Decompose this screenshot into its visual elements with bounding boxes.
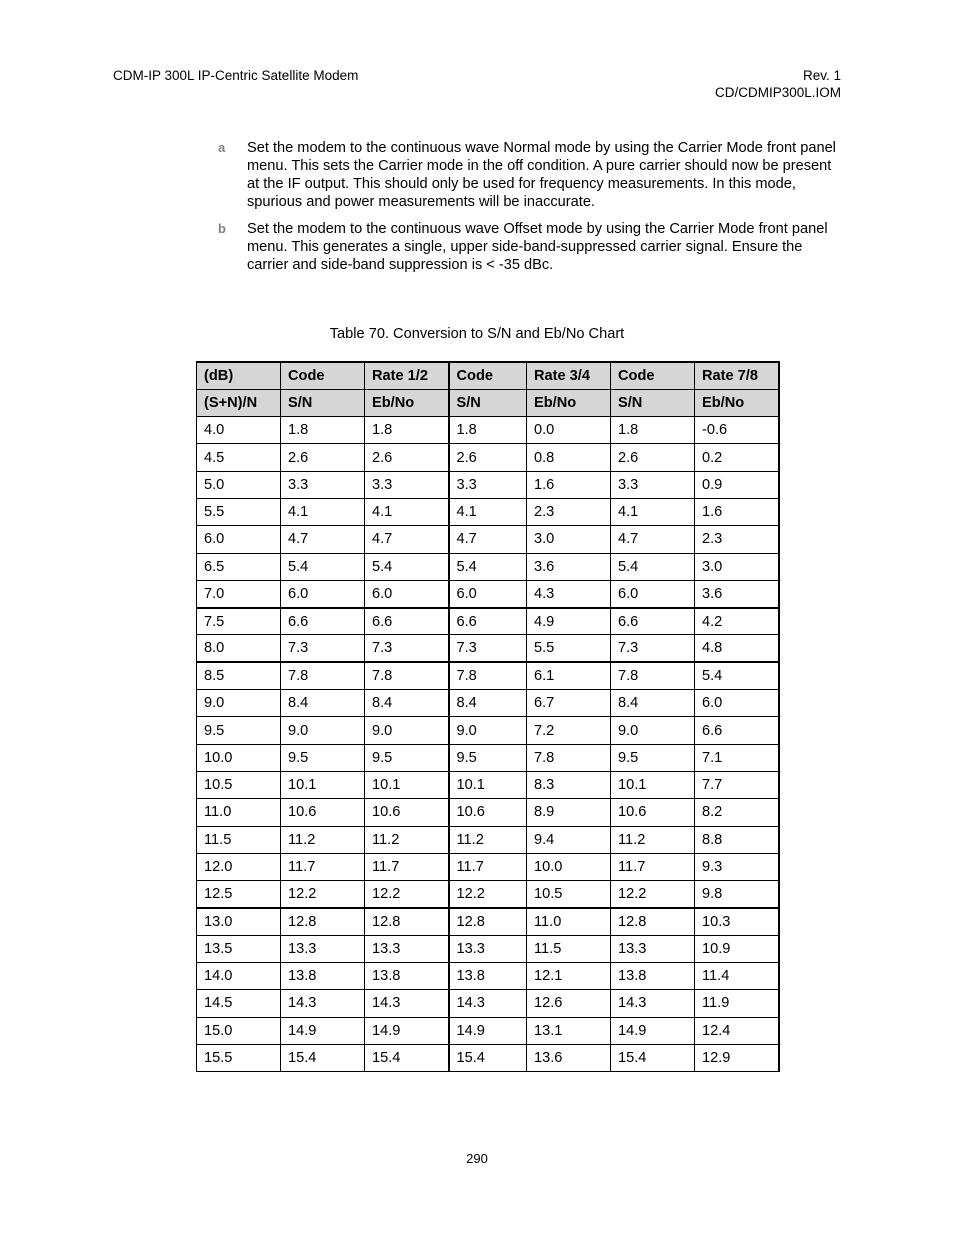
table-cell: 3.3: [281, 471, 365, 498]
table-cell: 2.3: [695, 526, 779, 553]
table-cell: 7.8: [527, 744, 611, 771]
table-cell: Rate 1/2: [365, 362, 449, 389]
table-cell: 8.4: [449, 690, 527, 717]
table-cell: Code: [449, 362, 527, 389]
table-row: [197, 935, 779, 962]
table-cell: 5.4: [281, 553, 365, 580]
table-cell: 7.0: [197, 580, 281, 607]
table-cell: 13.8: [611, 963, 695, 990]
table-cell: 6.7: [527, 690, 611, 717]
table-row: [197, 471, 779, 498]
table-row: [197, 771, 779, 798]
table-cell: 8.0: [197, 635, 281, 662]
table-cell: 7.2: [527, 717, 611, 744]
table-cell: 11.4: [695, 963, 779, 990]
table-cell: 9.5: [365, 744, 449, 771]
table-cell: 10.1: [449, 771, 527, 798]
table-cell: 15.5: [197, 1044, 281, 1071]
table-cell: 8.4: [611, 690, 695, 717]
table-cell: 12.8: [365, 908, 449, 935]
table-cell: Eb/No: [527, 389, 611, 416]
table-row: [197, 908, 779, 935]
table-cell: 1.6: [527, 471, 611, 498]
table-row: [197, 608, 779, 635]
table-cell: 14.9: [281, 1017, 365, 1044]
table-cell: 12.8: [449, 908, 527, 935]
table-cell: Code: [611, 362, 695, 389]
table-cell: 5.4: [449, 553, 527, 580]
table-row: [197, 963, 779, 990]
table-cell: 12.0: [197, 853, 281, 880]
table-cell: Code: [281, 362, 365, 389]
table-cell: 11.2: [449, 826, 527, 853]
table-cell: 8.8: [695, 826, 779, 853]
table-cell: 14.3: [281, 990, 365, 1017]
table-cell: 15.4: [281, 1044, 365, 1071]
table-cell: 6.6: [281, 608, 365, 635]
table-cell: 4.3: [527, 580, 611, 607]
table-cell: 4.7: [281, 526, 365, 553]
table-cell: 10.0: [197, 744, 281, 771]
table-cell: 3.3: [365, 471, 449, 498]
table-cell: 7.1: [695, 744, 779, 771]
table-cell: 2.6: [449, 444, 527, 471]
table-cell: 4.1: [449, 498, 527, 525]
table-cell: 10.1: [611, 771, 695, 798]
table-cell: 11.5: [197, 826, 281, 853]
table-cell: 6.0: [449, 580, 527, 607]
table-cell: 14.9: [365, 1017, 449, 1044]
table-cell: 12.8: [281, 908, 365, 935]
table-row: [197, 744, 779, 771]
table-cell: 3.0: [695, 553, 779, 580]
table-row: [197, 690, 779, 717]
table-cell: 14.9: [449, 1017, 527, 1044]
table-cell: 14.5: [197, 990, 281, 1017]
table-cell: 15.0: [197, 1017, 281, 1044]
table-cell: 6.1: [527, 662, 611, 689]
table-cell: 9.0: [449, 717, 527, 744]
table-cell: 9.5: [449, 744, 527, 771]
table-cell: 6.6: [611, 608, 695, 635]
table-cell: 11.7: [611, 853, 695, 880]
table-row: [197, 717, 779, 744]
table-cell: 9.0: [611, 717, 695, 744]
table-cell: 7.8: [449, 662, 527, 689]
table-cell: 6.0: [197, 526, 281, 553]
table-cell: 6.0: [365, 580, 449, 607]
table-cell: 7.3: [449, 635, 527, 662]
table-cell: 3.0: [527, 526, 611, 553]
table-cell: Rate 3/4: [527, 362, 611, 389]
table-cell: 15.4: [365, 1044, 449, 1071]
table-cell: 10.6: [611, 799, 695, 826]
table-cell: 11.7: [449, 853, 527, 880]
table-cell: 10.6: [365, 799, 449, 826]
table-cell: 1.8: [611, 417, 695, 444]
table-cell: 12.1: [527, 963, 611, 990]
table-cell: 12.6: [527, 990, 611, 1017]
table-cell: 11.0: [527, 908, 611, 935]
table-cell: 10.5: [197, 771, 281, 798]
table-cell: 11.7: [365, 853, 449, 880]
table-cell: S/N: [281, 389, 365, 416]
table-cell: 9.0: [365, 717, 449, 744]
conversion-table: [196, 361, 780, 1072]
table-cell: 2.6: [611, 444, 695, 471]
table-header-row: [197, 389, 779, 416]
step-letter: a: [218, 140, 226, 155]
table-cell: 4.7: [611, 526, 695, 553]
table-cell: (dB): [197, 362, 281, 389]
table-cell: 7.8: [611, 662, 695, 689]
table-cell: 9.0: [281, 717, 365, 744]
table-cell: 2.6: [281, 444, 365, 471]
table-cell: 4.1: [365, 498, 449, 525]
table-cell: 9.5: [281, 744, 365, 771]
table-cell: 9.0: [197, 690, 281, 717]
table-cell: 13.5: [197, 935, 281, 962]
table-row: [197, 498, 779, 525]
table-cell: (S+N)/N: [197, 389, 281, 416]
table-cell: 7.3: [365, 635, 449, 662]
header-rev-block: [715, 67, 841, 101]
step-b: [218, 220, 843, 274]
table-cell: Rate 7/8: [695, 362, 779, 389]
table-header-row: [197, 362, 779, 389]
table-cell: 4.8: [695, 635, 779, 662]
table-row: [197, 444, 779, 471]
table-caption: Table 70. Conversion to S/N and Eb/No Chart: [329, 326, 625, 342]
table-cell: 12.2: [449, 881, 527, 908]
table-cell: 6.0: [281, 580, 365, 607]
table-cell: 10.9: [695, 935, 779, 962]
table-cell: 1.6: [695, 498, 779, 525]
table-cell: 10.6: [281, 799, 365, 826]
table-cell: 13.3: [365, 935, 449, 962]
table-cell: 3.6: [527, 553, 611, 580]
table-row: [197, 990, 779, 1017]
header-rev: Rev. 1: [802, 68, 841, 83]
table-row: [197, 1044, 779, 1071]
step-text: Set the modem to the continuous wave Offset mode by using the Carrier Mode front panel menu. This generates a single, upper side-band-suppressed carrier signal. Ensure the carrier and side-band suppression is < -35 dBc.: [247, 221, 828, 273]
table-cell: 8.4: [365, 690, 449, 717]
table-cell: 6.6: [695, 717, 779, 744]
table-row: [197, 662, 779, 689]
table-cell: 3.3: [449, 471, 527, 498]
table-cell: 12.2: [281, 881, 365, 908]
table-cell: 5.4: [611, 553, 695, 580]
table-cell: 5.5: [527, 635, 611, 662]
table-row: [197, 635, 779, 662]
table-cell: 5.4: [365, 553, 449, 580]
table-cell: 7.7: [695, 771, 779, 798]
table-cell: 6.0: [611, 580, 695, 607]
page-number: 290: [466, 1151, 488, 1166]
table-cell: 10.6: [449, 799, 527, 826]
table-row: [197, 526, 779, 553]
table-cell: 5.0: [197, 471, 281, 498]
table-cell: 8.4: [281, 690, 365, 717]
table-cell: 11.5: [527, 935, 611, 962]
table-cell: 0.8: [527, 444, 611, 471]
table-cell: 15.4: [611, 1044, 695, 1071]
table-cell: 8.3: [527, 771, 611, 798]
table-cell: 13.8: [365, 963, 449, 990]
table-cell: 13.8: [449, 963, 527, 990]
table-row: [197, 826, 779, 853]
table-cell: 8.5: [197, 662, 281, 689]
table-row: [197, 799, 779, 826]
table-cell: 9.4: [527, 826, 611, 853]
table-cell: 5.4: [695, 662, 779, 689]
table-cell: 9.5: [197, 717, 281, 744]
table-row: [197, 580, 779, 607]
table-cell: S/N: [449, 389, 527, 416]
table-cell: 13.3: [611, 935, 695, 962]
table-cell: 11.9: [695, 990, 779, 1017]
table-cell: 14.0: [197, 963, 281, 990]
step-text: Set the modem to the continuous wave Normal mode by using the Carrier Mode front panel menu. This sets the Carrier mode in the off condition. A pure carrier should now be present at the IF output. This should only be used for frequency measurements. In this mode, spurious and power measurements will be inaccurate.: [247, 140, 836, 210]
table-cell: 14.9: [611, 1017, 695, 1044]
table-cell: 1.8: [281, 417, 365, 444]
table-cell: 1.8: [449, 417, 527, 444]
table-cell: 2.3: [527, 498, 611, 525]
table-row: [197, 1017, 779, 1044]
table-cell: 0.2: [695, 444, 779, 471]
table-cell: 0.9: [695, 471, 779, 498]
table-cell: 4.1: [281, 498, 365, 525]
table-cell: 4.7: [449, 526, 527, 553]
table-cell: 0.0: [527, 417, 611, 444]
table-cell: 8.2: [695, 799, 779, 826]
table-cell: 4.5: [197, 444, 281, 471]
table-cell: 7.3: [611, 635, 695, 662]
table-cell: 14.3: [611, 990, 695, 1017]
table-cell: 12.9: [695, 1044, 779, 1071]
header-title: CDM-IP 300L IP-Centric Satellite Modem: [113, 68, 359, 83]
table-cell: 6.5: [197, 553, 281, 580]
table-cell: 4.7: [365, 526, 449, 553]
table-cell: 12.5: [197, 881, 281, 908]
table-cell: 4.1: [611, 498, 695, 525]
table-cell: 10.0: [527, 853, 611, 880]
table-row: [197, 417, 779, 444]
table-cell: 10.5: [527, 881, 611, 908]
table-cell: 8.9: [527, 799, 611, 826]
step-letter: b: [218, 221, 226, 236]
table-cell: 4.0: [197, 417, 281, 444]
table-cell: 11.2: [365, 826, 449, 853]
table-cell: 2.6: [365, 444, 449, 471]
table-cell: 12.2: [611, 881, 695, 908]
table-cell: 9.8: [695, 881, 779, 908]
table-cell: 7.3: [281, 635, 365, 662]
table-cell: 13.0: [197, 908, 281, 935]
table-cell: 14.3: [449, 990, 527, 1017]
table-cell: 4.9: [527, 608, 611, 635]
table-cell: 11.2: [281, 826, 365, 853]
table-row: [197, 853, 779, 880]
table-cell: 7.5: [197, 608, 281, 635]
table-row: [197, 553, 779, 580]
table-cell: 11.0: [197, 799, 281, 826]
table-cell: 12.4: [695, 1017, 779, 1044]
table-cell: 7.8: [365, 662, 449, 689]
table-cell: 13.3: [449, 935, 527, 962]
table-cell: 3.6: [695, 580, 779, 607]
table-row: [197, 881, 779, 908]
table-cell: 10.1: [365, 771, 449, 798]
table-cell: 4.2: [695, 608, 779, 635]
table-cell: 10.3: [695, 908, 779, 935]
table-cell: 6.6: [365, 608, 449, 635]
table-cell: Eb/No: [365, 389, 449, 416]
table-cell: 15.4: [449, 1044, 527, 1071]
table-cell: 6.6: [449, 608, 527, 635]
table-cell: 13.3: [281, 935, 365, 962]
table-cell: S/N: [611, 389, 695, 416]
table-cell: 6.0: [695, 690, 779, 717]
table-cell: Eb/No: [695, 389, 779, 416]
table-cell: 10.1: [281, 771, 365, 798]
table-cell: 12.8: [611, 908, 695, 935]
table-cell: 9.5: [611, 744, 695, 771]
procedure-steps: [218, 139, 843, 283]
table-cell: 7.8: [281, 662, 365, 689]
table-cell: 14.3: [365, 990, 449, 1017]
table-cell: 1.8: [365, 417, 449, 444]
table-cell: 3.3: [611, 471, 695, 498]
table-cell: 5.5: [197, 498, 281, 525]
table-cell: 9.3: [695, 853, 779, 880]
table-cell: 13.8: [281, 963, 365, 990]
step-a: [218, 139, 843, 211]
table-cell: 13.6: [527, 1044, 611, 1071]
table-cell: 11.7: [281, 853, 365, 880]
table-cell: 11.2: [611, 826, 695, 853]
table-cell: 13.1: [527, 1017, 611, 1044]
table-cell: 12.2: [365, 881, 449, 908]
table-cell: -0.6: [695, 417, 779, 444]
header-doc-id: CD/CDMIP300L.IOM: [714, 85, 841, 100]
